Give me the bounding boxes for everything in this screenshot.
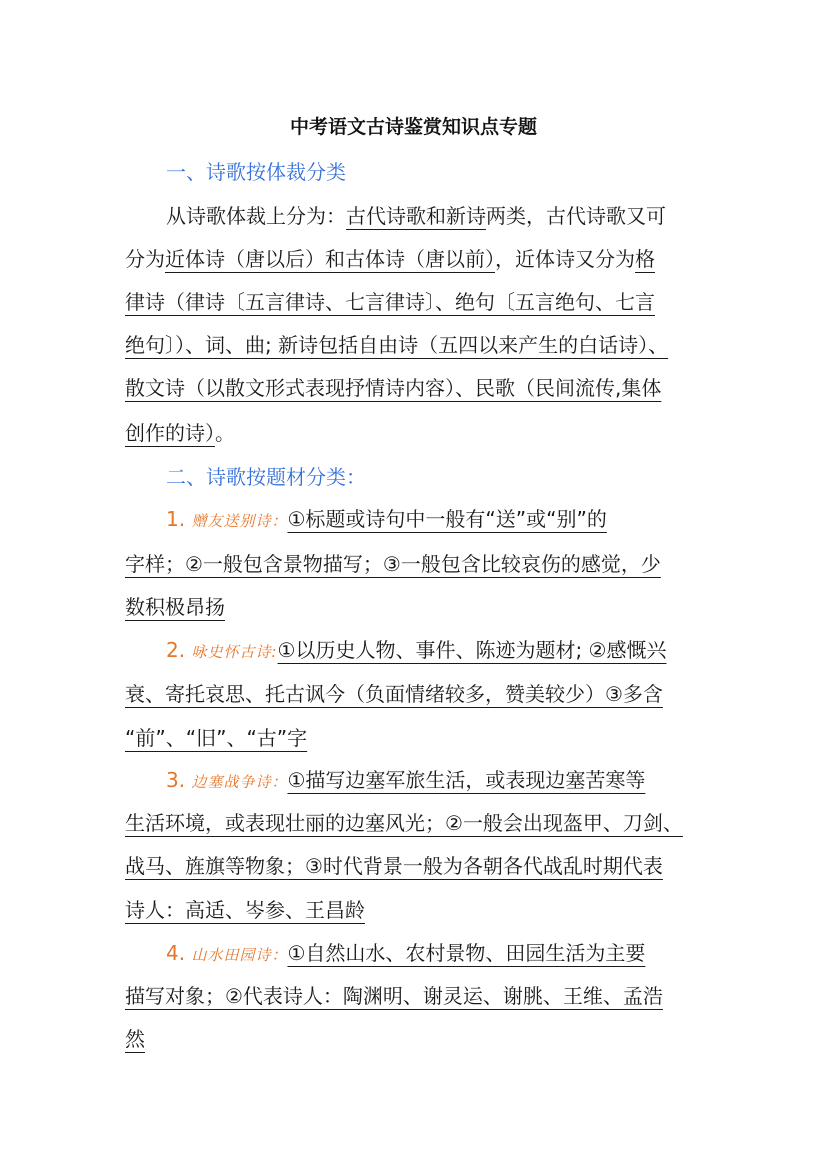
underlined-text: ①标题或诗句中一般有“送”或“别”的 — [287, 507, 607, 531]
paragraph-line — [125, 806, 683, 840]
underlined-text: 律诗（律诗〔五言律诗、七言律诗〕、绝句〔五言绝句、七言 — [125, 290, 655, 314]
paragraph-line — [125, 371, 661, 405]
paragraph-line — [125, 677, 663, 711]
underlined-text: 近体诗（唐以后）和古体诗（唐以前） — [165, 247, 495, 271]
item-label: 赠友送别诗： — [191, 512, 288, 530]
paragraph-line — [125, 1022, 145, 1056]
underlined-text: ①自然山水、农村景物、田园生活为主要 — [287, 941, 646, 965]
section2-heading: 二、诗歌按题材分类： — [166, 465, 366, 489]
item-label: 边塞战争诗： — [191, 773, 288, 791]
paragraph-line — [125, 721, 307, 755]
underlined-text: 字样；②一般包含景物描写；③一般包含比较哀伤的感觉，少 — [125, 552, 661, 576]
underlined-text: 数积极昂扬 — [125, 595, 225, 619]
paragraph-line — [166, 199, 666, 233]
paragraph-line — [125, 893, 365, 927]
underlined-text: 创作的诗） — [125, 421, 215, 445]
underlined-text: ①描写边塞军旅生活，或表现边塞苦寒等 — [287, 768, 646, 792]
text-span: 分为 — [125, 247, 165, 271]
list-item-heading — [166, 763, 645, 797]
text-span: 两类，古代诗歌又可 — [486, 204, 666, 228]
underlined-text: 古代诗歌和新诗 — [346, 204, 486, 228]
text-span: ，近体诗又分为 — [495, 247, 635, 271]
paragraph-line — [125, 979, 663, 1013]
list-item-heading — [166, 936, 645, 970]
list-item-heading — [166, 502, 607, 536]
item-label: 咏史怀古诗: — [191, 643, 278, 661]
underlined-text: 描写对象；②代表诗人：陶渊明、谢灵运、谢朓、王维、孟浩 — [125, 984, 663, 1008]
item-label: 山水田园诗： — [191, 946, 288, 964]
paragraph-line — [125, 285, 655, 319]
underlined-text: 生活环境，或表现壮丽的边塞风光；②一般会出现盔甲、刀剑、 — [125, 811, 683, 835]
underlined-text: 绝句〕）、词、曲; 新诗包括自由诗（五四以来产生的白话诗）、 — [125, 333, 669, 357]
item-number: 2. — [166, 638, 186, 662]
item-number: 1. — [166, 507, 186, 531]
paragraph-line — [125, 328, 668, 362]
paragraph-line — [125, 590, 225, 624]
underlined-text: ①以历史人物、事件、陈迹为题材; ②感慨兴 — [277, 638, 667, 662]
paragraph-line — [125, 416, 235, 450]
paragraph-line — [125, 849, 663, 883]
underlined-text: 衰、寄托哀思、托古讽今（负面情绪较多，赞美较少）③多含 — [125, 682, 663, 706]
underlined-text: 然 — [125, 1027, 145, 1051]
text-span: 。 — [215, 421, 235, 445]
paragraph-line — [125, 242, 655, 276]
item-number: 4. — [166, 941, 186, 965]
underlined-text: “前”、“旧”、“古”字 — [125, 726, 308, 750]
underlined-text: 战马、旌旗等物象；③时代背景一般为各朝各代战乱时期代表 — [125, 854, 663, 878]
page-title: 中考语文古诗鉴赏知识点专题 — [289, 116, 537, 138]
item-number: 3. — [166, 768, 186, 792]
paragraph-line — [125, 547, 661, 581]
section1-heading: 一、诗歌按体裁分类 — [166, 160, 346, 184]
underlined-text: 格 — [635, 247, 655, 271]
list-item-heading — [166, 633, 666, 667]
underlined-text: 诗人：高适、岑参、王昌龄 — [125, 898, 365, 922]
underlined-text: 散文诗（以散文形式表现抒情诗内容）、民歌（民间流传,集体 — [125, 376, 662, 400]
text-span: 从诗歌体裁上分为： — [166, 204, 346, 228]
